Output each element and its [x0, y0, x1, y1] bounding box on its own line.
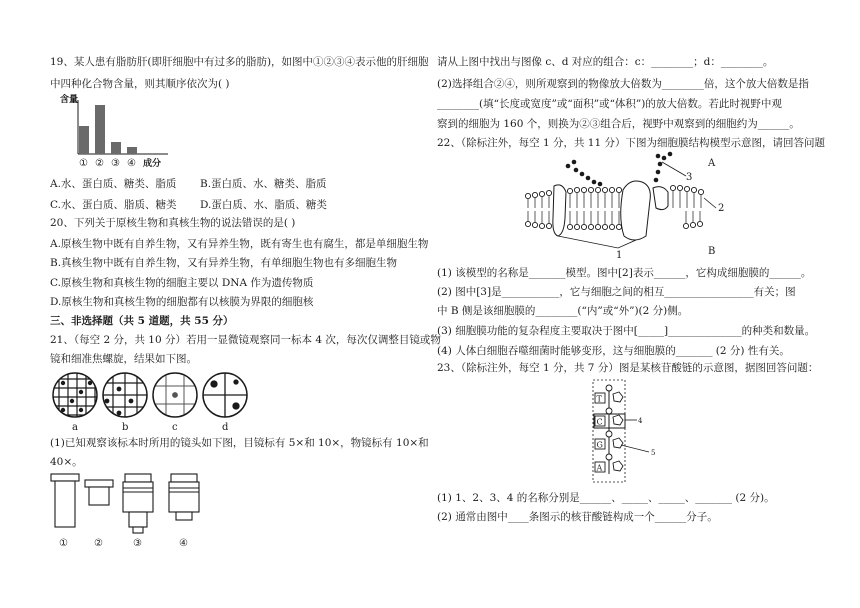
protein-center — [621, 181, 651, 240]
protein-right — [653, 187, 668, 210]
q22-membrane-diagram — [518, 148, 738, 260]
q23-sub1: (1) 1、2、3、4 的名称分别是______、_____、_____、_______ (2 分)。 — [437, 492, 775, 504]
chart-ylabel: 含量 — [60, 95, 79, 105]
q21-cont-line2: (2)选择组合②④，则所观察到的物像放大倍数为________倍，这个放大倍数是指 — [437, 78, 809, 90]
top-layer-heads — [525, 185, 703, 198]
q20-option-c: C.原核生物和真核生物的细胞主要以 DNA 作为遗传物质 — [50, 277, 314, 289]
q21-lenses — [45, 470, 245, 552]
lens-3-objective — [123, 474, 153, 533]
tick-4: ④ — [127, 158, 136, 169]
q21-cont-line1: 请从上图中找出与图像 c、d 对应的组合：c：________；d：________。 — [437, 56, 774, 68]
label-d: d — [222, 422, 229, 433]
q21-microscope-views — [50, 370, 260, 432]
q22-sub2-cont: 中 B 侧是该细胞膜的________(“内”或“外”)(2 分)侧。 — [437, 305, 689, 317]
label-c: c — [172, 422, 178, 433]
q20-option-b: B.真核生物中既有自养生物，又有异养生物，有单细胞生物也有多细胞生物 — [50, 257, 398, 269]
q19-option-d: D.蛋白质、水、脂质、糖类 — [200, 199, 327, 211]
q19-stem-line2: 中四种化合物含量，则其顺序依次为( ) — [50, 78, 230, 90]
tick-2: ② — [95, 158, 104, 169]
bottom-layer-heads — [525, 221, 702, 229]
base-4: A — [596, 463, 603, 473]
lens-label-4: ④ — [179, 538, 188, 549]
tick-1: ① — [79, 158, 88, 169]
label-2: 2 — [718, 203, 725, 214]
view-d — [200, 370, 250, 420]
q19-option-a: A.水、蛋白质、糖类、脂质 — [50, 178, 177, 190]
label-4: 4 — [638, 417, 643, 425]
chart-xlabel: 成分 — [143, 159, 162, 169]
q21-stem-line1: 21、（每空 2 分，共 10 分）若用一显微镜观察同一标本 4 次，每次仅调整目镜或物 — [50, 334, 441, 346]
pointer-1 — [558, 236, 636, 248]
label-b: b — [122, 422, 129, 433]
q21-stem-line2: 镜和细准焦螺旋，结果如下图。 — [50, 353, 197, 365]
protein-left — [553, 185, 566, 236]
lens-1-eyepiece — [51, 474, 79, 527]
base-3: G — [596, 440, 603, 450]
q23-sub2: (2) 通常由图中____条图示的核苷酸链构成一个______分子。 — [437, 511, 718, 523]
q19-option-c: C.水、蛋白质、脂质、糖类 — [50, 199, 177, 211]
q19-option-b: B.蛋白质、水、糖类、脂质 — [200, 178, 327, 190]
glycoprotein-chain-left — [566, 160, 603, 187]
q22-sub3: (3) 细胞膜功能的复杂程度主要取决于图中[_____]______________的种类和数量。 — [437, 325, 816, 337]
view-c — [150, 370, 200, 420]
q19-bar-chart — [50, 92, 180, 172]
lens-label-3: ③ — [133, 538, 142, 549]
q21-sub1-line1: (1)已知观察该标本时所用的镜头如下图，目镜标有 5×和 10×，物镜标有 10×和 — [50, 437, 429, 449]
q19-stem-line1: 19、某人患有脂肪肝(即肝细胞中有过多的脂肪)，如图中①②③④表示他的肝细胞 — [50, 56, 429, 68]
q21-cont-line3: ________(填“长度或宽度”或“面积”或“体积”)的放大倍数。若此时视野中观 — [437, 98, 782, 110]
bar-4 — [127, 147, 137, 154]
lens-4-objective — [169, 474, 199, 520]
view-b — [100, 370, 150, 420]
lens-label-2: ② — [94, 538, 103, 549]
q22-stem: 22、（除标注外，每空 1 分，共 11 分）下图为细胞膜结构模型示意图，请回答问题 — [437, 137, 826, 149]
base-boxes — [595, 393, 605, 472]
q22-sub2: (2) 图中[3]是___________，它与细胞之间的相互_________________有关；图 — [437, 286, 796, 298]
view-a — [50, 370, 100, 420]
lens-2-eyepiece — [85, 480, 113, 505]
base-2: C — [596, 417, 603, 427]
sugar-pentagons — [613, 392, 623, 471]
bar-3 — [111, 142, 121, 154]
label-a: a — [72, 422, 78, 433]
q21-sub1-line2: 40×。 — [50, 456, 83, 468]
glycoprotein-chain-right — [654, 152, 673, 183]
q20-stem: 20、下列关于原核生物和真核生物的说法错误的是( ) — [50, 217, 296, 229]
label-5: 5 — [651, 449, 656, 457]
bar-2 — [95, 105, 105, 154]
section-3-heading: 三、非选择题（共 5 道题，共 55 分） — [50, 315, 234, 327]
q20-option-d: D.原核生物和真核生物的细胞都有以核膜为界限的细胞核 — [50, 296, 314, 308]
pointer-3 — [662, 162, 686, 176]
bar-1 — [79, 126, 89, 154]
q23-nucleotide-chain — [585, 378, 675, 488]
label-1: 1 — [616, 250, 623, 261]
q20-option-a: A.原核生物中既有自养生物，又有异养生物，既有寄生也有腐生，都是单细胞生物 — [50, 238, 429, 250]
q23-stem: 23、（除标注外，每空 1 分，共 7 分）图是某核苷酸链的示意图，据图回答问题： — [437, 362, 819, 374]
base-1: T — [596, 394, 602, 404]
pointer-2 — [704, 198, 716, 208]
tick-3: ③ — [111, 158, 120, 169]
lens-label-1: ① — [59, 538, 68, 549]
q22-sub1: (1) 该模型的名称是_______模型。图中[2]表示______，它构成细胞膜的______。 — [437, 267, 812, 279]
label-3: 3 — [686, 172, 693, 183]
q21-cont-line4: 察到的细胞为 160 个，则换为②③组合后，视野中观察到的细胞约为______。 — [437, 118, 800, 130]
q22-sub4: (4) 人体白细胞吞噬细菌时能够变形，这与细胞膜的_______ (2 分) 性有关。 — [437, 345, 790, 357]
label-A: A — [708, 158, 716, 169]
label-B: B — [708, 246, 716, 257]
